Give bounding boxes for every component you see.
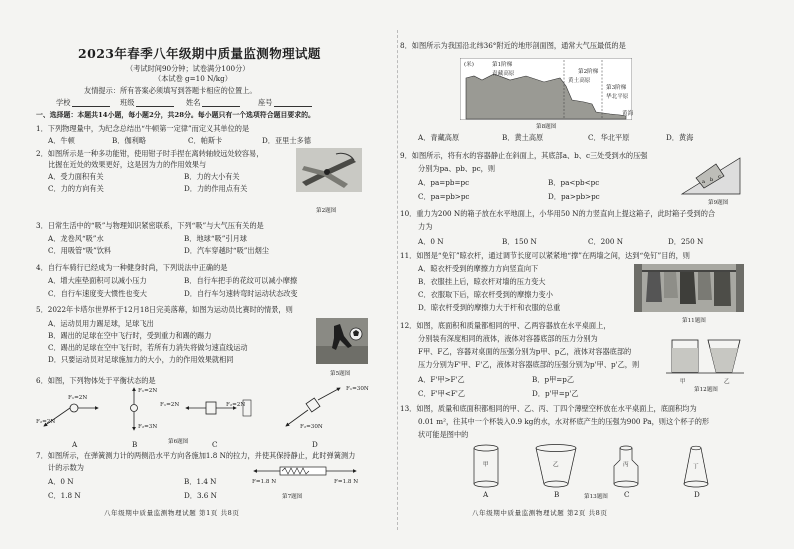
q3-opt-a[interactable]: A．龙卷风“吸”水	[48, 234, 104, 243]
q12-stem: 12．如图，底面积和质量都相同的甲、乙两容器放在水平桌面上，	[400, 321, 611, 330]
q6-label-b: B	[132, 440, 138, 449]
q7-opt-b[interactable]: B．1.4 N	[184, 477, 217, 486]
q6-force-b1: F₁=2N	[138, 388, 158, 394]
q10-stem-2: 力为	[418, 222, 433, 231]
q9-caption: 第9题图	[708, 200, 729, 206]
q1-opt-d[interactable]: D．亚里士多德	[262, 136, 311, 145]
q8-label-huanghai: 黄海	[622, 111, 634, 117]
q6-force-a2: F₂=2N	[36, 419, 56, 425]
q7-opt-d[interactable]: D．3.6 N	[184, 491, 217, 500]
q7-opt-a[interactable]: A．0 N	[48, 477, 74, 486]
q6-label-d: D	[312, 440, 318, 449]
q2-stem: 2．如图所示是一种多功能钳，使用钳子时手捏在离转轴较远处较容易，	[36, 149, 264, 158]
class-label: 班级	[120, 98, 135, 107]
q6-force-c2: F₂=2N	[226, 402, 246, 408]
svg-text:a: a	[702, 179, 705, 185]
section1-heading: 一、选择题：本题共14小题，每小题2分，共28分。每小题只有一个选项符合题目要求的。	[36, 111, 315, 119]
q6-stem: 6．如图，下列物体处于平衡状态的是	[36, 376, 156, 385]
q1-opt-c[interactable]: C．帕斯卡	[188, 136, 223, 145]
svg-text:b: b	[710, 177, 714, 183]
q10-opt-d[interactable]: D．250 N	[668, 237, 704, 246]
g-value-note: （本试卷 g=10 N/kg）	[154, 74, 232, 83]
q10-opt-c[interactable]: C．200 N	[588, 237, 623, 246]
q12-label-jia: 甲	[680, 379, 686, 385]
q13-opt-b[interactable]: B	[554, 490, 560, 499]
q5-opt-b[interactable]: B．踢出的足球在空中飞行时，受到重力和踢的踢力	[48, 331, 212, 340]
q11-opt-b[interactable]: B．衣服挂上后，晾衣杆对墙的压力变大	[418, 277, 546, 286]
reminder: 友情提示：所有答案必须填写到答题卡相应的位置上。	[84, 86, 257, 95]
q2-stem-2: 比握在近处的效果更好，这是因为力的作用效果与	[48, 160, 207, 169]
q5-stem: 5．2022年卡塔尔世界杯于12月18日完美落幕，如图为运动员比赛时的情景，则	[36, 305, 293, 314]
q8-unit: (米)	[464, 62, 474, 68]
q9-opt-c[interactable]: C．pa=pb>pc	[418, 192, 470, 201]
q2-caption: 第2题图	[316, 208, 337, 214]
q8-stem: 8．如图所示为我国沿北纬36°附近的地形剖面图，通常大气压最低的是	[400, 41, 626, 50]
q8-label-qingzang: 青藏高原	[492, 71, 515, 77]
q11-opt-d[interactable]: D．晾衣杆受到的摩擦力大于杆和衣服的总重	[418, 303, 561, 312]
footer-left: 八年级期中质量监测物理试题 第1页 共8页	[104, 509, 240, 517]
q6-force-a1: F₁=2N	[68, 395, 88, 401]
q13-line-1: 0.01 m²，往其中一个杯装入0.9 kg的水，水对杯底产生的压强为900 Pa，则这个杯子的形	[418, 417, 710, 426]
q7-force-right: F=1.8 N	[334, 479, 359, 485]
q9-opt-d[interactable]: D．pa>pb>pc	[548, 192, 600, 201]
q6-forces-figure	[36, 386, 366, 438]
q6-caption: 第6题图	[168, 439, 189, 445]
q12-caption: 第12题图	[694, 387, 718, 393]
exam-info: （考试时间90分钟；试卷满分100分）	[126, 64, 250, 73]
q10-opt-a[interactable]: A．0 N	[418, 237, 444, 246]
q6-force-c1: F₁=2N	[160, 402, 180, 408]
seat-blank[interactable]	[274, 106, 312, 107]
right-column	[398, 0, 794, 549]
q8-stair-1: 第1阶梯	[492, 62, 513, 68]
school-label: 学校	[56, 98, 71, 107]
q10-opt-b[interactable]: B．150 N	[502, 237, 537, 246]
q1-opt-a[interactable]: A．牛顿	[48, 136, 75, 145]
q8-opt-a[interactable]: A．青藏高原	[418, 133, 460, 142]
q8-caption: 第8题图	[536, 124, 557, 130]
q5-opt-d[interactable]: D．只要运动员对足球施加力的大小，力的作用效果就相同	[48, 355, 234, 364]
name-label: 姓名	[186, 98, 201, 107]
q4-stem: 4．自行车骑行已经成为一种健身时尚，下列说法中正确的是	[36, 263, 228, 272]
q7-opt-c[interactable]: C．1.8 N	[48, 491, 81, 500]
q3-opt-c[interactable]: C．用吸管“吸”饮料	[48, 246, 112, 255]
q12-line-2: F甲、F乙，容器对桌面的压强分别为p甲、p乙，液体对容器底部的	[418, 347, 632, 356]
q6-force-d2: F₂=30N	[300, 424, 323, 430]
q8-stair-3: 第3阶梯	[606, 85, 627, 91]
q13-label-yi: 乙	[553, 462, 559, 468]
q13-line-2: 状可能是图中的	[418, 430, 469, 439]
q6-label-c: C	[212, 440, 218, 449]
q9-opt-a[interactable]: A．pa=pb=pc	[418, 178, 470, 187]
q11-stem: 11．如图是“免钉”晾衣杆，通过调节长度可以紧紧地“撑”在两墙之间，达到“免钉”目的，则	[400, 251, 690, 260]
q13-opt-d[interactable]: D	[694, 490, 700, 499]
q9-incline-container	[680, 150, 742, 196]
q12-line-3: 压力分别为F'甲、F'乙，液体对容器底部的压强分别为p'甲、p'乙，则	[418, 360, 640, 369]
q12-opt-b[interactable]: B．p甲=p乙	[532, 375, 575, 384]
class-blank[interactable]	[136, 106, 174, 107]
q1-stem: 1．下列物理量中，为纪念总结出“牛顿第一定律”而定义其单位的是	[36, 124, 250, 133]
q13-stem: 13．如图，质量和底面积都相同的甲、乙、丙、丁四个薄壁空杯放在水平桌面上，底面积均为	[400, 404, 697, 413]
q11-clothes-rack-photo	[634, 264, 744, 312]
q6-force-b2: F₂=3N	[138, 424, 158, 430]
q8-opt-c[interactable]: C．华北平原	[588, 133, 630, 142]
q8-label-huangtu: 黄土高原	[568, 78, 591, 84]
q2-opt-a[interactable]: A．受力面积有关	[48, 172, 104, 181]
q9-opt-b[interactable]: B．pa<pb<pc	[548, 178, 600, 187]
q3-opt-d[interactable]: D．汽车穿越时“吸”出烟尘	[184, 246, 269, 255]
q7-caption: 第7题图	[282, 494, 303, 500]
q9-stem-2: 分别为pa、pb、pc，则	[418, 164, 496, 173]
q13-label-bing: 丙	[623, 462, 629, 468]
q11-opt-a[interactable]: A．晾衣杆受到的摩擦力方向竖直向下	[418, 264, 539, 273]
q2-opt-d[interactable]: D．力的作用点有关	[184, 184, 248, 193]
q13-caption: 第13题图	[584, 494, 608, 500]
q12-opt-c[interactable]: C．F'甲<F'乙	[418, 389, 466, 398]
q2-opt-b[interactable]: B．力的大小有关	[184, 172, 240, 181]
q13-cups-figure	[452, 442, 732, 490]
q12-label-yi: 乙	[724, 379, 730, 385]
q12-line-1: 分别装有深度相同的液体，液体对容器底部的压力分别为	[418, 334, 598, 343]
q11-caption: 第11题图	[682, 318, 706, 324]
q12-opt-a[interactable]: A．F'甲>F'乙	[418, 375, 465, 384]
q12-containers-figure	[666, 334, 744, 376]
footer-right: 八年级期中质量监测物理试题 第2页 共8页	[472, 509, 608, 517]
q3-stem: 3．日常生活中的“吸”与物理知识紧密联系，下列“吸”与大气压有关的是	[36, 221, 264, 230]
q12-opt-d[interactable]: D．p'甲=p'乙	[532, 389, 579, 398]
q5-football-photo	[316, 318, 368, 364]
q4-opt-b[interactable]: B．自行车把手的花纹可以减小摩擦	[184, 276, 298, 285]
q8-stair-2: 第2阶梯	[578, 69, 599, 75]
q13-label-jia: 甲	[483, 462, 489, 468]
q5-caption: 第5题图	[330, 371, 351, 377]
q5-opt-c[interactable]: C．踢出的足球在空中飞行时，若所有力消失将做匀速直线运动	[48, 343, 248, 352]
q7-force-left: F=1.8 N	[252, 479, 277, 485]
q7-spring-scale-figure	[250, 463, 362, 479]
q4-opt-c[interactable]: C．自行车速度变大惯性也变大	[48, 289, 147, 298]
q10-stem: 10．重力为200 N的箱子放在水平地面上，小华用50 N的力竖直向上提这箱子，此时箱子受到的合	[400, 209, 716, 218]
q4-opt-a[interactable]: A．增大座垫面积可以减小压力	[48, 276, 147, 285]
q2-opt-c[interactable]: C．力的方向有关	[48, 184, 104, 193]
q5-opt-a[interactable]: A．运动员用力踢足球，足球飞出	[48, 319, 154, 328]
q11-opt-c[interactable]: C．衣服取下后，晾衣杆受到的摩擦力变小	[418, 290, 553, 299]
q13-opt-c[interactable]: C	[624, 490, 630, 499]
q7-stem: 7．如图所示，在弹簧测力计的两侧沿水平方向各施加1.8 N的拉力，并使其保持静止，此时弹簧测力	[36, 451, 356, 460]
q9-stem: 9．如图所示，将有水的容器静止在斜面上，其底部a、b、c三处受到水的压强	[400, 151, 648, 160]
q13-opt-a[interactable]: A	[483, 490, 489, 499]
q1-opt-b[interactable]: B．伽利略	[112, 136, 147, 145]
q7-stem-2: 计的示数为	[48, 463, 84, 472]
q4-opt-d[interactable]: D．自行车匀速转弯时运动状态改变	[184, 289, 298, 298]
q8-opt-b[interactable]: B．黄土高原	[502, 133, 544, 142]
school-blank[interactable]	[72, 106, 110, 107]
svg-text:c: c	[718, 174, 721, 180]
q8-label-huabei: 华北平原	[606, 94, 629, 100]
q6-label-a: A	[72, 440, 78, 449]
name-blank[interactable]	[202, 106, 240, 107]
q3-opt-b[interactable]: B．地球“吸”引月球	[184, 234, 247, 243]
q2-pliers-figure	[296, 148, 362, 192]
q6-force-d1: F₁=30N	[346, 386, 369, 392]
exam-title: 2023年春季八年级期中质量监测物理试题	[78, 46, 321, 61]
seat-label: 座号	[258, 98, 273, 107]
q13-label-ding: 丁	[693, 464, 699, 470]
q8-opt-d[interactable]: D．黄海	[666, 133, 694, 142]
